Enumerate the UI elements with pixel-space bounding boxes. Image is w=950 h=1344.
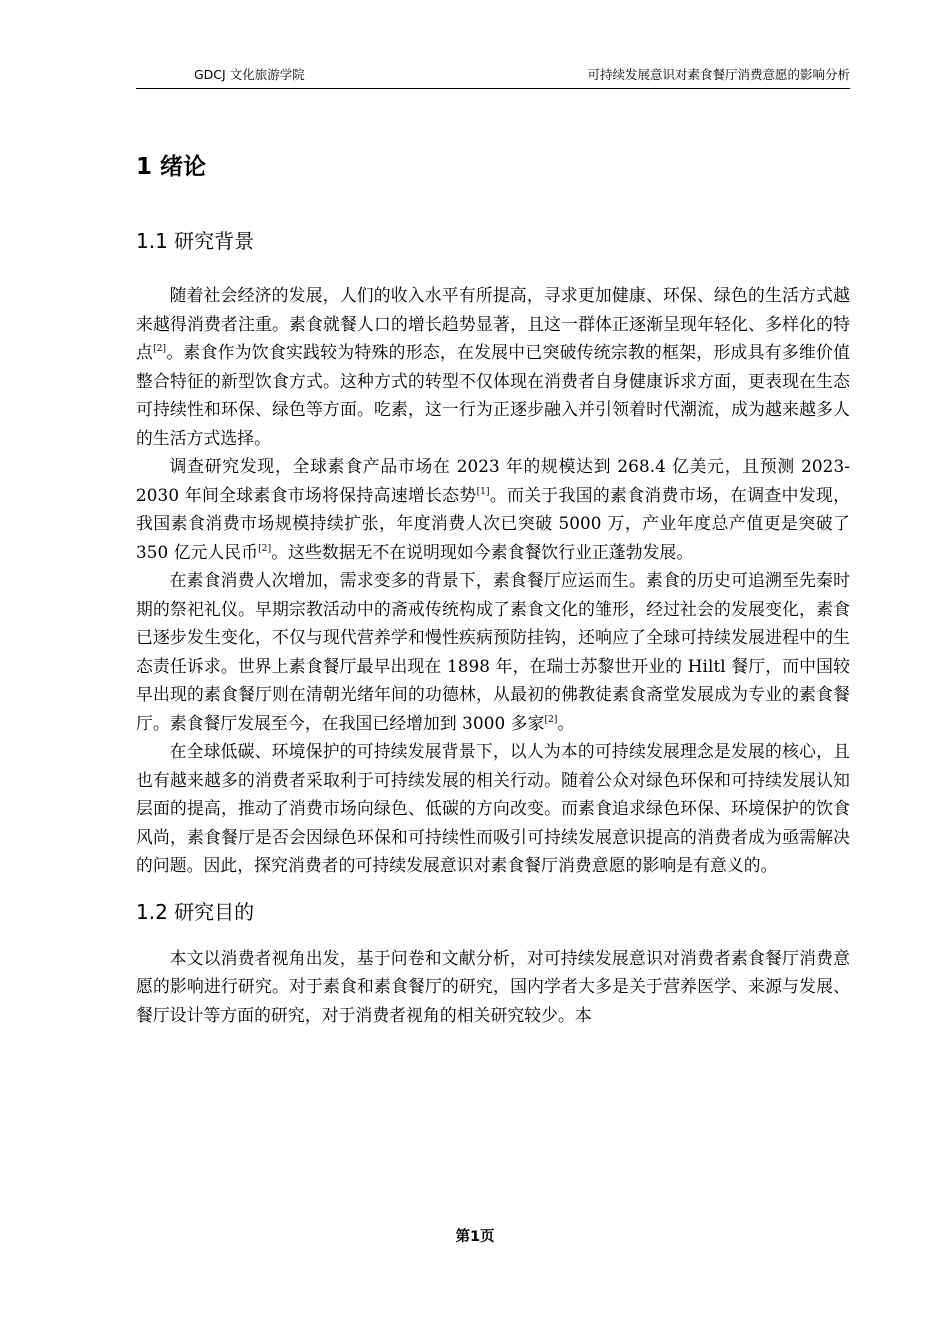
- paragraph-background-3: 在素食消费人次增加，需求变多的背景下，素食餐厅应运而生。素食的历史可追溯至先秦时期的祭祀礼仪。早期宗教活动中的斋戒传统构成了素食文化的雏形，经过社会的发展变化，素食已逐步发生变化，不仅与现代营养学和慢性疾病预防挂钩，还响应了全球可持续发展进程中的生态责任诉求。世界上素食餐厅最早出现在 1898 年，在瑞士苏黎世开业的 Hiltl 餐厅，而中国较早出现的素食餐厅则在清朝光绪年间的功德林，从最初的佛教徒素食斋堂发展成为专业的素食餐厅。素食餐厅发展至今，在我国已经增加到 3000 多家[2]。: [136, 570, 850, 733]
- citation-ref[interactable]: [2]: [258, 543, 272, 554]
- header-institution: GDCJ 文化旅游学院: [194, 67, 305, 82]
- section-title-purpose: 1.2 研究目的: [136, 899, 255, 924]
- running-header: [136, 66, 850, 89]
- section-title-background: 1.1 研究背景: [136, 229, 255, 253]
- citation-ref[interactable]: [1]: [476, 486, 490, 497]
- paragraph-background-4: 在全球低碳、环境保护的可持续发展背景下，以人为本的可持续发展理念是发展的核心，且也有越来越多的消费者采取利于可持续发展的相关行动。随着公众对绿色环保和可持续发展认知层面的提高，推动了消费市场向绿色、低碳的方向改变。而素食追求绿色环保、环境保护的饮食风尚，素食餐厅是否会因绿色环保和可持续性而吸引可持续发展意识提高的消费者成为亟需解决的问题。因此，探究消费者的可持续发展意识对素食餐厅消费意愿的影响是有意义的。: [136, 741, 850, 875]
- page-body: [136, 140, 850, 1029]
- paragraph-background-2: 调查研究发现，全球素食产品市场在 2023 年的规模达到 268.4 亿美元，且预测 2023-2030 年间全球素食市场将保持高速增长态势[1]。而关于我国的素食消费市场，在调查中发现，我国素食消费市场规模持续扩张，年度消费人次已突破 5000 万，产业年度总产值更是突破了 350 亿元人民币[2]。这些数据无不在说明现如今素食餐饮行业正蓬勃发展。: [136, 456, 850, 562]
- page-number: 第1页: [455, 1229, 495, 1245]
- citation-ref[interactable]: [2]: [544, 714, 558, 725]
- chapter-title: 1 绪论: [136, 154, 207, 180]
- paragraph-purpose-1: 本文以消费者视角出发，基于问卷和文献分析，对可持续发展意识对消费者素食餐厅消费意愿的影响进行研究。对于素食和素食餐厅的研究，国内学者大多是关于营养医学、来源与发展、餐厅设计等方面的研究，对于消费者视角的相关研究较少。本: [136, 947, 850, 1025]
- citation-ref[interactable]: [2]: [153, 344, 167, 354]
- header-paper-title: 可持续发展意识对素食餐厅消费意愿的影响分析: [587, 67, 850, 82]
- paragraph-background-1: 随着社会经济的发展，人们的收入水平有所提高，寻求更加健康、环保、绿色的生活方式越来越得消费者注重。素食就餐人口的增长趋势显著，且这一群体正逐渐呈现年轻化、多样化的特点[2]。素食作为饮食实践较为特殊的形态，在发展中已突破传统宗教的框架，形成具有多维价值整合特征的新型饮食方式。这种方式的转型不仅体现在消费者自身健康诉求方面，更表现在生态可持续性和环保、绿色等方面。吃素，这一行为正逐步融入并引领着时代潮流，成为越来越多人的生活方式选择。: [136, 285, 850, 448]
